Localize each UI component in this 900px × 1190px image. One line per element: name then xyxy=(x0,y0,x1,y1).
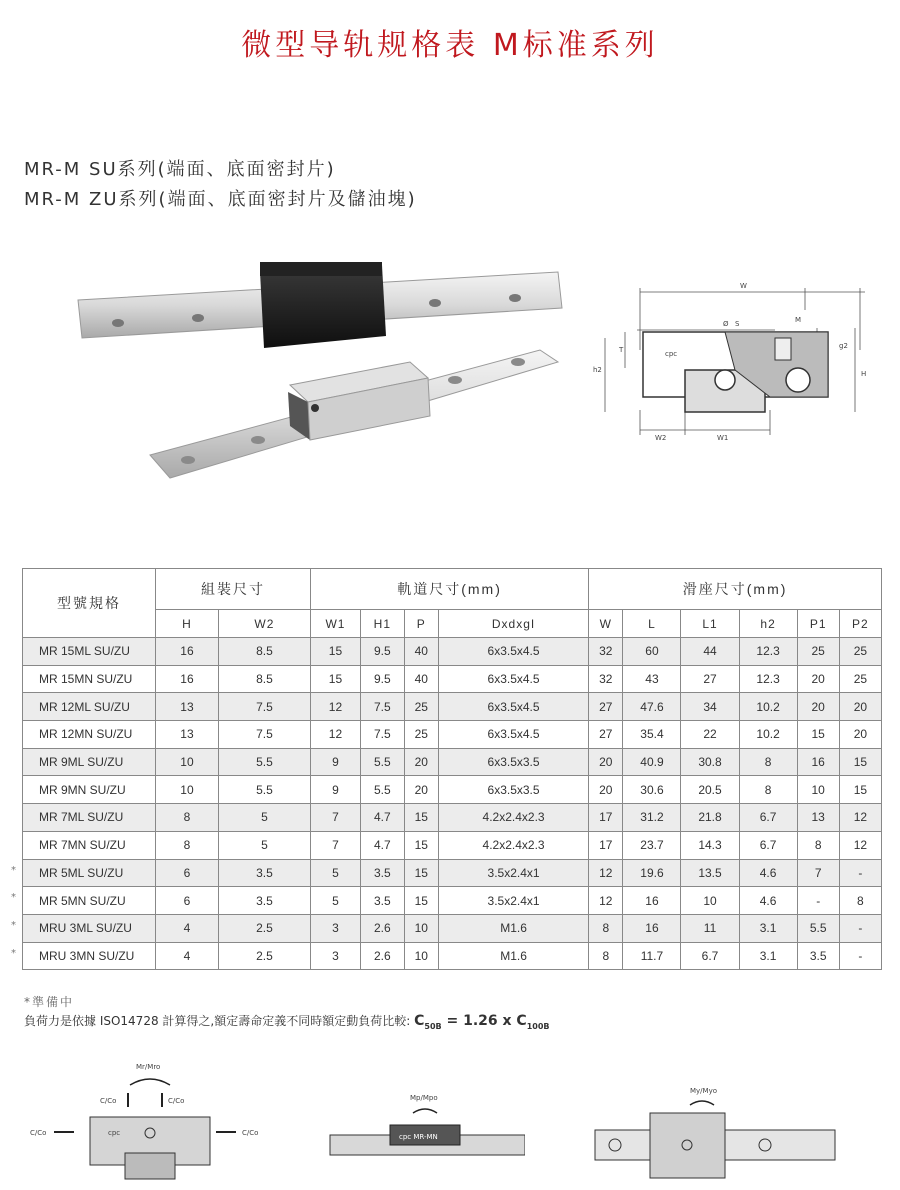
subheader-cell: L1 xyxy=(681,610,739,638)
table-cell: 60 xyxy=(623,638,681,666)
table-cell: 9 xyxy=(310,748,360,776)
table-cell: 12 xyxy=(589,887,623,915)
my-label: My/Myo xyxy=(690,1087,718,1095)
table-cell: 12 xyxy=(839,804,881,832)
table-cell: 11.7 xyxy=(623,942,681,970)
table-cell: 4.7 xyxy=(360,831,404,859)
table-cell: 3 xyxy=(310,914,360,942)
table-cell: 7 xyxy=(310,831,360,859)
table-cell: 4.6 xyxy=(739,887,797,915)
table-cell: 4 xyxy=(156,914,219,942)
table-cell: 3.5x2.4x1 xyxy=(438,887,588,915)
table-cell: 30.6 xyxy=(623,776,681,804)
table-cell: 16 xyxy=(156,665,219,693)
table-cell: 35.4 xyxy=(623,721,681,749)
table-cell: 5 xyxy=(218,804,310,832)
mp-label: Mp/Mpo xyxy=(410,1094,438,1102)
table-cell: 31.2 xyxy=(623,804,681,832)
table-cell: 4.2x2.4x2.3 xyxy=(438,804,588,832)
table-cell: 15 xyxy=(797,721,839,749)
table-cell: - xyxy=(839,859,881,887)
table-cell: 6x3.5x3.5 xyxy=(438,748,588,776)
table-cell: 9 xyxy=(310,776,360,804)
table-cell: 22 xyxy=(681,721,739,749)
spec-table-body xyxy=(23,638,882,970)
table-cell: 4 xyxy=(156,942,219,970)
c-side-left-label: C/Co xyxy=(30,1129,47,1137)
table-cell: 25 xyxy=(404,721,438,749)
table-cell: 3.1 xyxy=(739,942,797,970)
h2-label: h2 xyxy=(593,366,602,374)
table-cell: 10 xyxy=(797,776,839,804)
table-row xyxy=(23,638,882,666)
table-cell: 12.3 xyxy=(739,665,797,693)
model-cell: MR 5ML SU/ZU xyxy=(23,859,156,887)
table-cell: 6x3.5x4.5 xyxy=(438,638,588,666)
table-cell: 3.1 xyxy=(739,914,797,942)
table-cell: 20 xyxy=(589,748,623,776)
table-cell: 3.5 xyxy=(797,942,839,970)
table-cell: 20 xyxy=(404,748,438,776)
table-cell: 10.2 xyxy=(739,721,797,749)
model-cell: MRU 3ML SU/ZU xyxy=(23,914,156,942)
table-cell: 12 xyxy=(310,693,360,721)
table-cell: 2.5 xyxy=(218,942,310,970)
table-cell: M1.6 xyxy=(438,942,588,970)
table-cell: 15 xyxy=(404,804,438,832)
table-cell: 5 xyxy=(310,859,360,887)
table-cell: - xyxy=(839,914,881,942)
table-cell: 20 xyxy=(839,721,881,749)
w1-label: W1 xyxy=(717,434,729,442)
t-label: T xyxy=(619,346,624,354)
table-cell: 20 xyxy=(589,776,623,804)
star-marker: * xyxy=(11,864,16,876)
table-cell: 10 xyxy=(156,748,219,776)
table-cell: 40 xyxy=(404,638,438,666)
table-cell: 8 xyxy=(839,887,881,915)
model-cell: MR 9ML SU/ZU xyxy=(23,748,156,776)
table-cell: 6x3.5x4.5 xyxy=(438,721,588,749)
load-diagram-side xyxy=(325,1055,525,1185)
table-cell: 25 xyxy=(839,638,881,666)
table-cell: 6x3.5x4.5 xyxy=(438,693,588,721)
table-cell: 32 xyxy=(589,638,623,666)
table-row xyxy=(23,804,882,832)
table-cell: 30.8 xyxy=(681,748,739,776)
table-cell: 7.5 xyxy=(360,693,404,721)
c-side-right-label: C/Co xyxy=(242,1129,259,1137)
table-row xyxy=(23,831,882,859)
subheader-cell: P2 xyxy=(839,610,881,638)
model-cell: MR 7ML SU/ZU xyxy=(23,804,156,832)
table-cell: 27 xyxy=(589,721,623,749)
table-row xyxy=(23,721,882,749)
series-su-heading: MR-M SU系列(端面、底面密封片) xyxy=(24,159,336,180)
col-model-header: 型號規格 xyxy=(23,569,156,638)
table-cell: 6.7 xyxy=(739,804,797,832)
table-cell: 10.2 xyxy=(739,693,797,721)
table-cell: 13 xyxy=(156,693,219,721)
h-label: H xyxy=(861,370,867,378)
star-marker: * xyxy=(11,947,16,959)
s-label: S xyxy=(735,320,740,328)
table-cell: 7.5 xyxy=(218,721,310,749)
table-cell: 6.7 xyxy=(681,942,739,970)
table-cell: 44 xyxy=(681,638,739,666)
page-title: 微型导轨规格表 M标准系列 xyxy=(241,28,659,63)
table-cell: 3.5 xyxy=(360,859,404,887)
table-cell: 14.3 xyxy=(681,831,739,859)
table-cell: 8 xyxy=(156,804,219,832)
model-cell: MR 5MN SU/ZU xyxy=(23,887,156,915)
table-cell: 2.6 xyxy=(360,914,404,942)
table-cell: 20.5 xyxy=(681,776,739,804)
table-cell: - xyxy=(839,942,881,970)
star-marker: * xyxy=(11,920,16,931)
table-cell: 6.7 xyxy=(739,831,797,859)
table-cell: 10 xyxy=(156,776,219,804)
table-row xyxy=(23,693,882,721)
table-cell: 43 xyxy=(623,665,681,693)
subheader-cell: H xyxy=(156,610,219,638)
table-cell: 8.5 xyxy=(218,665,310,693)
table-cell: 2.5 xyxy=(218,914,310,942)
table-cell: 8 xyxy=(739,776,797,804)
prep-note: *準備中 xyxy=(24,995,75,1009)
table-cell: 34 xyxy=(681,693,739,721)
table-cell: 47.6 xyxy=(623,693,681,721)
load-note xyxy=(24,1012,549,1031)
model-cell: MRU 3MN SU/ZU xyxy=(23,942,156,970)
c-left-label: C/Co xyxy=(100,1097,117,1105)
table-cell: 5.5 xyxy=(218,776,310,804)
table-cell: 21.8 xyxy=(681,804,739,832)
table-cell: 6 xyxy=(156,859,219,887)
table-cell: 10 xyxy=(404,914,438,942)
table-row xyxy=(23,942,882,970)
table-cell: 7 xyxy=(797,859,839,887)
table-cell: 12 xyxy=(589,859,623,887)
load-diagram-front xyxy=(30,1055,270,1185)
table-cell: 25 xyxy=(839,665,881,693)
table-cell: 3.5 xyxy=(360,887,404,915)
table-cell: 16 xyxy=(156,638,219,666)
table-cell: - xyxy=(797,887,839,915)
block-text: cpc MR-MN xyxy=(399,1133,438,1141)
table-cell: 2.6 xyxy=(360,942,404,970)
dimension-drawing xyxy=(585,280,870,450)
table-cell: 7.5 xyxy=(218,693,310,721)
group-block-header: 滑座尺寸(mm) xyxy=(589,569,882,610)
model-cell: MR 15ML SU/ZU xyxy=(23,638,156,666)
table-cell: 3.5 xyxy=(218,887,310,915)
model-cell: MR 7MN SU/ZU xyxy=(23,831,156,859)
table-cell: 20 xyxy=(797,665,839,693)
table-cell: 25 xyxy=(404,693,438,721)
table-cell: 11 xyxy=(681,914,739,942)
table-cell: M1.6 xyxy=(438,914,588,942)
table-cell: 16 xyxy=(623,914,681,942)
cpc-brand-label: cpc xyxy=(665,350,678,358)
table-cell: 19.6 xyxy=(623,859,681,887)
table-cell: 27 xyxy=(681,665,739,693)
phi-label: Ø xyxy=(723,320,729,328)
table-cell: 13 xyxy=(797,804,839,832)
table-cell: 12.3 xyxy=(739,638,797,666)
c-right-label: C/Co xyxy=(168,1097,185,1105)
subheader-cell: h2 xyxy=(739,610,797,638)
model-cell: MR 12MN SU/ZU xyxy=(23,721,156,749)
subheader-cell: W2 xyxy=(218,610,310,638)
table-cell: 3 xyxy=(310,942,360,970)
model-cell: MR 12ML SU/ZU xyxy=(23,693,156,721)
table-cell: 15 xyxy=(310,665,360,693)
table-cell: 8 xyxy=(589,942,623,970)
subheader-cell: P1 xyxy=(797,610,839,638)
table-cell: 7.5 xyxy=(360,721,404,749)
table-cell: 5 xyxy=(218,831,310,859)
table-cell: 20 xyxy=(797,693,839,721)
table-cell: 12 xyxy=(310,721,360,749)
table-cell: 10 xyxy=(681,887,739,915)
table-cell: 8 xyxy=(589,914,623,942)
table-cell: 12 xyxy=(839,831,881,859)
subheader-cell: W xyxy=(589,610,623,638)
table-cell: 6x3.5x4.5 xyxy=(438,665,588,693)
table-cell: 4.7 xyxy=(360,804,404,832)
table-cell: 5.5 xyxy=(218,748,310,776)
table-row xyxy=(23,914,882,942)
model-cell: MR 9MN SU/ZU xyxy=(23,776,156,804)
table-cell: 32 xyxy=(589,665,623,693)
table-cell: 9.5 xyxy=(360,665,404,693)
load-formula: $C_{50B} = 1.26$ x $C_{100B}$ xyxy=(414,1013,550,1031)
load-diagram-top xyxy=(590,1055,840,1185)
table-cell: 15 xyxy=(404,859,438,887)
group-assembly-header: 組裝尺寸 xyxy=(156,569,311,610)
table-cell: 23.7 xyxy=(623,831,681,859)
table-cell: 13 xyxy=(156,721,219,749)
subheader-cell: W1 xyxy=(310,610,360,638)
subheader-cell: P xyxy=(404,610,438,638)
table-cell: 3.5 xyxy=(218,859,310,887)
table-cell: 16 xyxy=(623,887,681,915)
w2-label: W2 xyxy=(655,434,667,442)
load-cpc-brand: cpc xyxy=(108,1129,121,1137)
table-cell: 8 xyxy=(797,831,839,859)
table-cell: 5.5 xyxy=(360,748,404,776)
table-row xyxy=(23,748,882,776)
product-photo xyxy=(70,250,590,510)
table-cell: 5.5 xyxy=(360,776,404,804)
table-cell: 15 xyxy=(839,748,881,776)
subheader-cell: L xyxy=(623,610,681,638)
star-marker: * xyxy=(11,892,16,904)
table-cell: 7 xyxy=(310,804,360,832)
table-cell: 5.5 xyxy=(797,914,839,942)
table-cell: 13.5 xyxy=(681,859,739,887)
table-cell: 25 xyxy=(797,638,839,666)
table-cell: 8.5 xyxy=(218,638,310,666)
table-cell: 6 xyxy=(156,887,219,915)
table-cell: 4.6 xyxy=(739,859,797,887)
table-cell: 27 xyxy=(589,693,623,721)
table-cell: 8 xyxy=(156,831,219,859)
table-cell: 20 xyxy=(839,693,881,721)
subheader-cell: H1 xyxy=(360,610,404,638)
spec-table xyxy=(22,568,882,970)
table-row xyxy=(23,859,882,887)
table-cell: 15 xyxy=(839,776,881,804)
table-cell: 8 xyxy=(739,748,797,776)
m-label: M xyxy=(795,316,802,324)
table-cell: 17 xyxy=(589,831,623,859)
table-cell: 40 xyxy=(404,665,438,693)
table-cell: 4.2x2.4x2.3 xyxy=(438,831,588,859)
table-cell: 15 xyxy=(404,887,438,915)
table-cell: 16 xyxy=(797,748,839,776)
table-cell: 3.5x2.4x1 xyxy=(438,859,588,887)
mr-label: Mr/Mro xyxy=(136,1063,161,1071)
table-cell: 40.9 xyxy=(623,748,681,776)
group-rail-header: 軌道尺寸(mm) xyxy=(310,569,588,610)
w-label: W xyxy=(740,282,747,290)
table-cell: 9.5 xyxy=(360,638,404,666)
table-cell: 10 xyxy=(404,942,438,970)
table-cell: 6x3.5x3.5 xyxy=(438,776,588,804)
subheader-cell: DxdxgI xyxy=(438,610,588,638)
table-row xyxy=(23,665,882,693)
series-zu-heading: MR-M ZU系列(端面、底面密封片及儲油塊) xyxy=(24,189,417,210)
load-note-text: 負荷力是依據 ISO14728 計算得之,額定壽命定義不同時額定動負荷比較: xyxy=(24,1014,415,1028)
table-cell: 15 xyxy=(404,831,438,859)
table-cell: 20 xyxy=(404,776,438,804)
table-cell: 15 xyxy=(310,638,360,666)
table-cell: 5 xyxy=(310,887,360,915)
g2-label: g2 xyxy=(839,342,848,350)
model-cell: MR 15MN SU/ZU xyxy=(23,665,156,693)
table-row xyxy=(23,776,882,804)
table-row xyxy=(23,887,882,915)
table-cell: 17 xyxy=(589,804,623,832)
